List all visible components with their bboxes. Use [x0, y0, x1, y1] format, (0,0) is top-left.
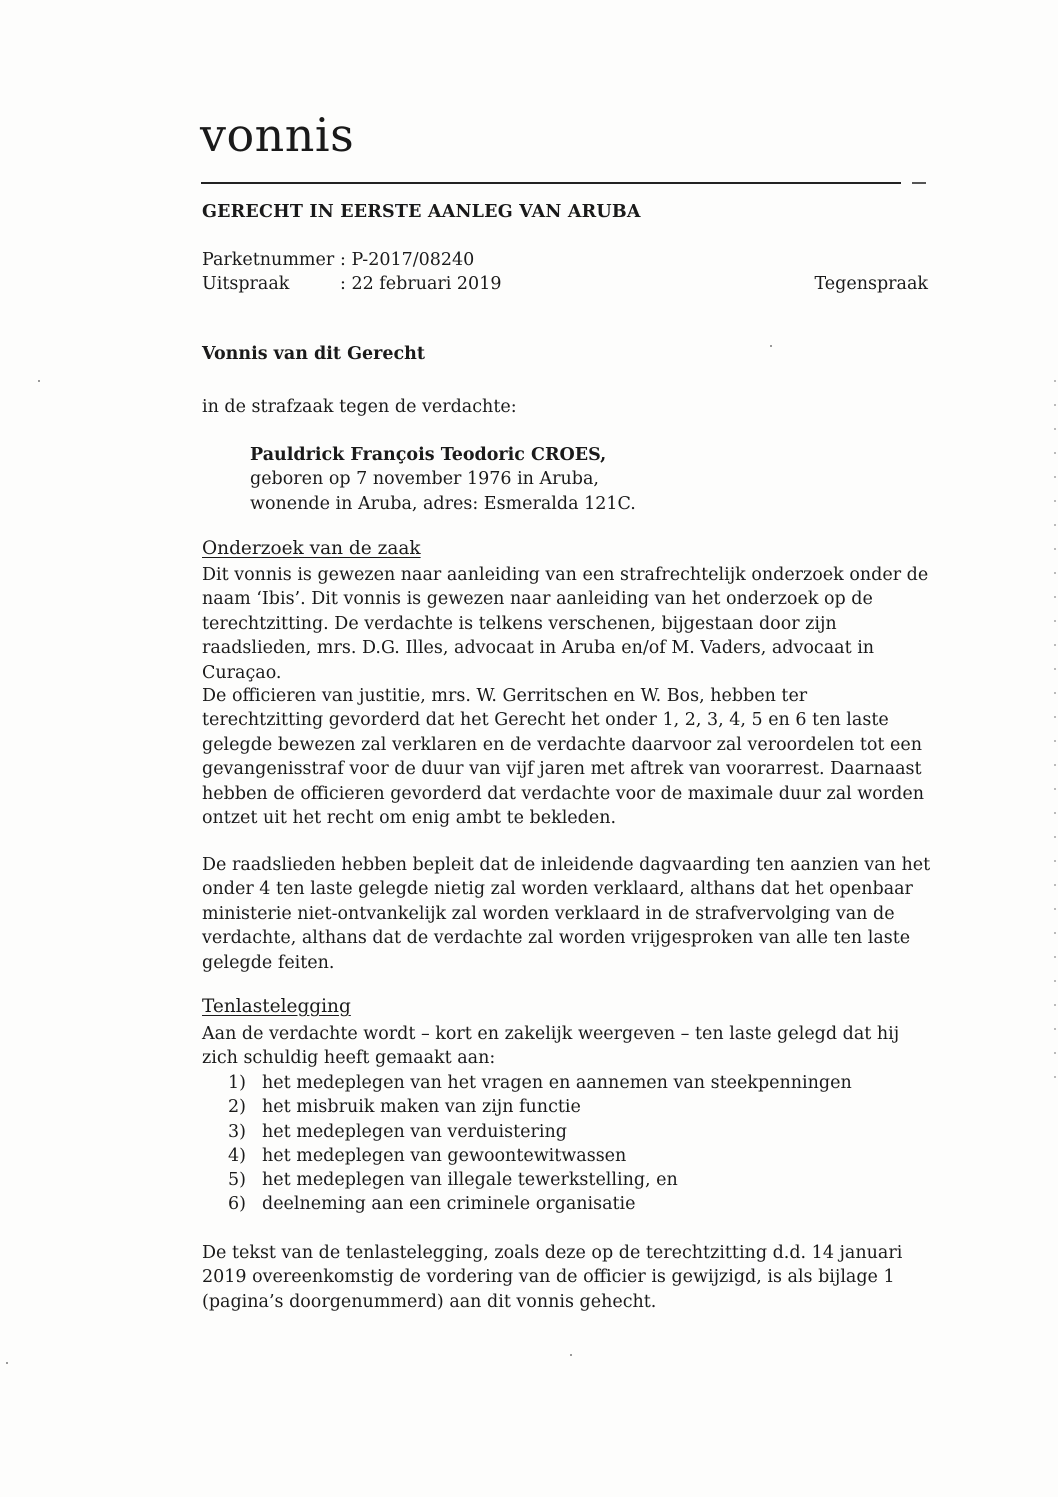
court-name: GERECHT IN EERSTE AANLEG VAN ARUBA	[202, 202, 641, 222]
title-rule	[201, 182, 901, 184]
parketnummer-row	[202, 248, 474, 272]
suspect-block	[250, 443, 636, 516]
scan-speck	[38, 380, 40, 382]
list-item: 6) deelneming aan een criminele organisatie	[228, 1194, 636, 1215]
section-onderzoek-title: Onderzoek van de zaak	[202, 538, 421, 559]
tenlastelegging-intro: Aan de verdachte wordt – kort en zakelijk weergeven – ten laste gelegd dat hij zich schuldig heeft gemaakt aan:	[202, 1024, 900, 1069]
uitspraak-label: Uitspraak	[202, 274, 290, 294]
parketnummer-value: : P-2017/08240	[340, 250, 475, 270]
onderzoek-paragraph-2: De officieren van justitie, mrs. W. Gerritschen en W. Bos, hebben ter terechtzitting gevorderd dat het Gerecht het onder 1, 2, 3, 4, 5 en 6 ten laste gelegde bewezen zal verklaren en de verdachte daarvoor zal veroordelen tot een gevangenisstraf voor de duur van vijf jaren met aftrek van voorarrest. Daarnaast hebben de officieren gevorderd dat verdachte voor de maximale duur zal worden ontzet uit het recht om enig ambt te bekleden.	[202, 686, 924, 829]
uitspraak-value: : 22 februari 2019	[340, 274, 502, 294]
suspect-name: Pauldrick François Teodoric CROES,	[250, 445, 607, 465]
charges-list	[228, 1071, 852, 1217]
scan-speck	[6, 1362, 8, 1364]
suspect-birth: geboren op 7 november 1976 in Aruba,	[250, 469, 599, 490]
list-item: 5) het medeplegen van illegale tewerkstelling, en	[228, 1170, 678, 1191]
onderzoek-paragraph-1: Dit vonnis is gewezen naar aanleiding van een strafrechtelijk onderzoek onder de naam ‘Ibis’. Dit vonnis is gewezen naar aanleiding van het onderzoek op de terechtzitting. De verdachte is telkens verschenen, bijgestaan door zijn raadslieden, mrs. D.G. Illes, advocaat in Aruba en/of M. Vaders, advocaat in Curaçao.	[202, 565, 929, 683]
uitspraak-row	[202, 272, 501, 296]
list-item: 1) het medeplegen van het vragen en aannemen van steekpenningen	[228, 1073, 852, 1093]
scan-speck	[770, 345, 772, 347]
parketnummer-label: Parketnummer	[202, 250, 335, 270]
list-item: 2) het misbruik maken van zijn functie	[228, 1097, 581, 1118]
suspect-address: wonende in Aruba, adres: Esmeralda 121C.	[250, 493, 636, 514]
tenlastelegging-closing: De tekst van de tenlastelegging, zoals deze op de terechtzitting d.d. 14 januari 2019 overeenkomstig de vordering van de officier is gewijzigd, is als bijlage 1 (pagina’s doorgenummerd) aan dit vonnis gehecht.	[202, 1243, 903, 1312]
scan-edge-artifact	[1054, 380, 1056, 1080]
onderzoek-paragraph-3: De raadslieden hebben bepleit dat de inleidende dagvaarding ten aanzien van het onder 4 ten laste gelegde nietig zal worden verklaard, althans dat het openbaar ministerie niet-ontvankelijk zal worden verklaard in de strafvervolging van de verdachte, althans dat de verdachte zal worden vrijgesproken van alle ten laste gelegde feiten.	[202, 855, 931, 973]
document-title: vonnis	[200, 108, 355, 162]
list-item: 4) het medeplegen van gewoontewitwassen	[228, 1145, 627, 1166]
title-rule-tail	[912, 182, 926, 184]
list-item: 3) het medeplegen van verduistering	[228, 1121, 567, 1142]
scan-speck	[570, 1354, 572, 1356]
section-tenlastelegging-title: Tenlastelegging	[202, 996, 351, 1017]
intro-line: in de strafzaak tegen de verdachte:	[202, 397, 517, 417]
verdict-heading: Vonnis van dit Gerecht	[202, 344, 425, 364]
procedure-type: Tegenspraak	[814, 274, 928, 294]
